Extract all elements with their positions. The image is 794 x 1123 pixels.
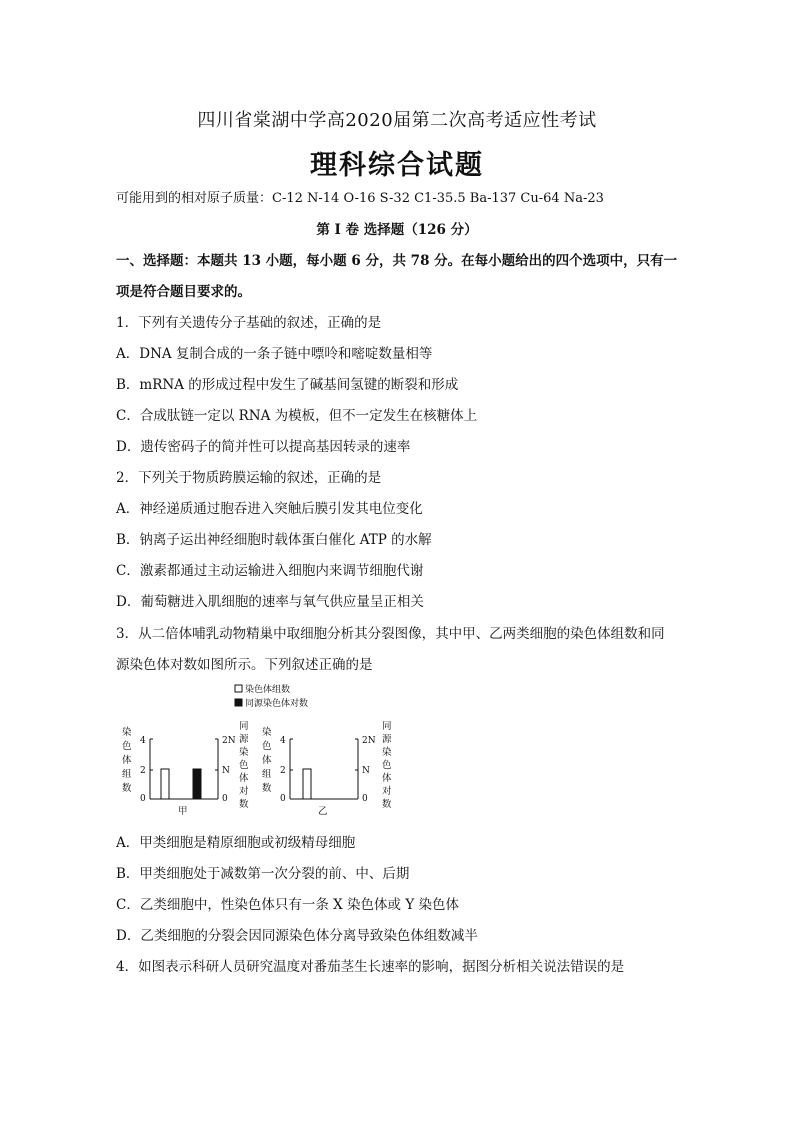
panel-yi (262, 721, 392, 816)
q2-option-b: B．钠离子运出神经细胞时载体蛋白催化 ATP 的水解 (116, 532, 432, 548)
left-axis-label-yi-5: 数 (262, 783, 272, 794)
left-axis-label-yi-4: 组 (262, 769, 272, 780)
q2-option-d: D．葡萄糖进入肌细胞的速率与氧气供应量呈正相关 (116, 594, 424, 610)
q1-option-b: B．mRNA 的形成过程中发生了碱基间氢键的断裂和形成 (116, 377, 459, 393)
atomic-mass-line: 可能用到的相对原子质量：C-12 N-14 O-16 S-32 C1-35.5 Ba-137 Cu-64 Na-23 (116, 191, 604, 206)
right-axis-label-yi-6: 对 (382, 786, 392, 797)
right-axis-label-jia-3: 染 (239, 747, 249, 758)
right-axis-label-jia-2: 源 (239, 734, 249, 745)
q1-stem: 1．下列有关遗传分子基础的叙述，正确的是 (116, 315, 382, 331)
tick-right-yi-2n: 2N (362, 736, 376, 746)
right-axis-label-yi-7: 数 (382, 799, 392, 810)
q2-stem: 2．下列关于物质跨膜运输的叙述，正确的是 (116, 470, 382, 486)
subject-title: 理科综合试题 (310, 150, 484, 181)
q2-option-c: C．激素都通过主动运输进入细胞内来调节细胞代谢 (116, 563, 424, 579)
instruction-line-1: 一、选择题：本题共 13 小题，每小题 6 分，共 78 分。在每小题给出的四个选项中，只有一 (116, 253, 678, 269)
left-axis-label-jia-3: 体 (122, 755, 132, 766)
left-axis-label-yi-3: 体 (262, 755, 272, 766)
left-axis-label-jia-4: 组 (122, 769, 132, 780)
tick-left-jia-2: 2 (140, 766, 146, 776)
right-axis-label-yi-1: 同 (382, 721, 392, 732)
legend-swatch-homologous-pairs (235, 699, 242, 706)
q4-stem: 4．如图表示科研人员研究温度对番茄茎生长速率的影响，据图分析相关说法错误的是 (116, 959, 625, 975)
q3-stem-line-2: 源染色体对数如图所示。下列叙述正确的是 (116, 657, 373, 673)
right-axis-label-jia-4: 色 (239, 760, 249, 771)
right-axis-label-jia-7: 数 (239, 799, 249, 810)
right-axis-label-jia-5: 体 (239, 773, 249, 784)
panel-label-yi: 乙 (318, 806, 328, 816)
instruction-line-2: 项是符合题目要求的。 (116, 284, 251, 300)
section-title: 第 I 卷 选择题（126 分） (316, 222, 478, 238)
tick-left-jia-4: 4 (140, 736, 146, 746)
left-axis-label-jia-1: 染 (122, 727, 132, 738)
q2-option-a: A．神经递质通过胞吞进入突触后膜引发其电位变化 (116, 501, 423, 517)
bar-jia-homologous-pairs (193, 769, 201, 799)
tick-right-yi-n: N (362, 766, 370, 776)
bar-jia-chromosome-sets (161, 769, 169, 799)
tick-right-jia-2n: 2N (222, 736, 236, 746)
tick-left-yi-0: 0 (280, 794, 286, 804)
tick-left-yi-2: 2 (280, 766, 286, 776)
tick-left-jia-0: 0 (140, 794, 146, 804)
panel-label-jia: 甲 (178, 806, 188, 816)
left-axis-label-yi-1: 染 (262, 727, 272, 738)
panel-jia (122, 721, 249, 816)
q1-option-d: D．遗传密码子的简并性可以提高基因转录的速率 (116, 439, 411, 455)
left-axis-label-jia-5: 数 (122, 783, 132, 794)
q3-option-c: C．乙类细胞中，性染色体只有一条 X 染色体或 Y 染色体 (116, 897, 460, 913)
tick-right-jia-0: 0 (222, 794, 228, 804)
chromosome-bar-chart (114, 681, 414, 816)
q3-option-a: A．甲类细胞是精原细胞或初级精母细胞 (116, 835, 356, 851)
q3-option-d: D．乙类细胞的分裂会因同源染色体分离导致染色体组数减半 (116, 928, 478, 944)
right-axis-label-yi-5: 体 (382, 773, 392, 784)
school-title: 四川省棠湖中学高2020届第二次高考适应性考试 (197, 110, 597, 131)
legend-label-chromosome-sets: 染色体组数 (245, 685, 291, 695)
right-axis-label-yi-3: 染 (382, 747, 392, 758)
q1-option-c: C．合成肽链一定以 RNA 为模板，但不一定发生在核糖体上 (116, 408, 478, 424)
right-axis-label-yi-2: 源 (382, 734, 392, 745)
q3-stem-line-1: 3．从二倍体哺乳动物精巢中取细胞分析其分裂图像，其中甲、乙两类细胞的染色体组数和同 (116, 626, 665, 642)
tick-right-jia-n: N (222, 766, 230, 776)
legend-label-homologous-pairs: 同源染色体对数 (245, 699, 309, 709)
left-axis-label-yi-2: 色 (262, 741, 272, 752)
right-axis-label-jia-6: 对 (239, 786, 249, 797)
tick-right-yi-0: 0 (362, 794, 368, 804)
q1-option-a: A．DNA 复制合成的一条子链中嘌呤和嘧啶数量相等 (116, 346, 433, 362)
bar-yi-chromosome-sets (303, 769, 311, 799)
q3-option-b: B．甲类细胞处于减数第一次分裂的前、中、后期 (116, 866, 410, 882)
right-axis-label-jia-1: 同 (239, 721, 249, 732)
tick-left-yi-4: 4 (280, 736, 286, 746)
legend-swatch-chromosome-sets (235, 685, 242, 692)
left-axis-label-jia-2: 色 (122, 741, 132, 752)
right-axis-label-yi-4: 色 (382, 760, 392, 771)
